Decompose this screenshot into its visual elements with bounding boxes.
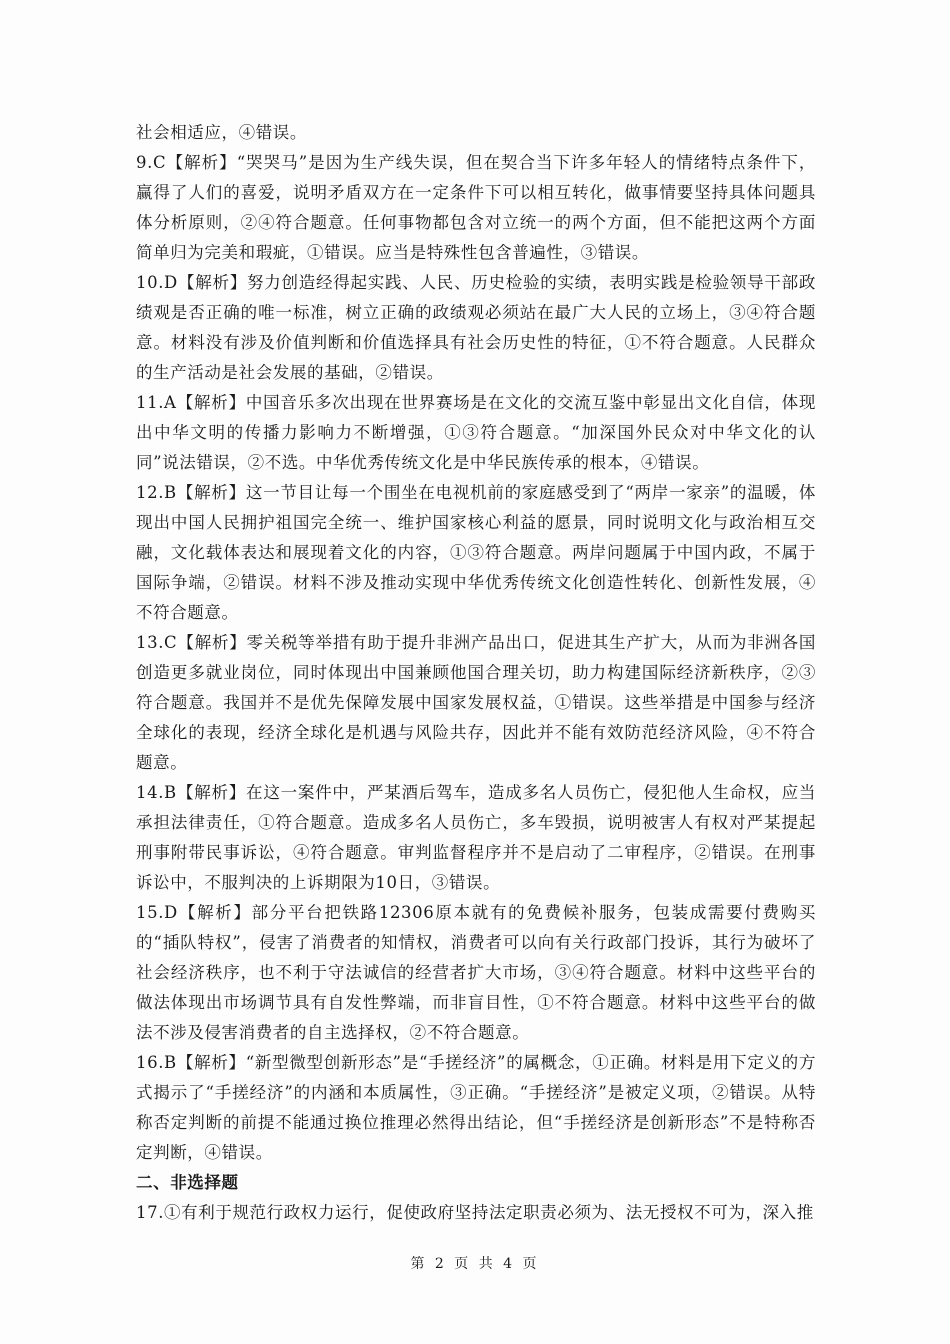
answer-paragraph-q14: 14.B【解析】在这一案件中，严某酒后驾车，造成多名人员伤亡，侵犯他人生命权，应当承担法律责任，①符合题意。造成多名人员伤亡，多车毁损，说明被害人有权对严某提起刑事附带民事诉讼，④符合题意。审判监督程序并不是启动了二审程序，②错误。在刑事诉讼中，不服判决的上诉期限为10日，③错误。 <box>136 783 816 892</box>
answer-paragraph-q10: 10.D【解析】努力创造经得起实践、人民、历史检验的实绩，表明实践是检验领导干部政绩观是否正确的唯一标准，树立正确的政绩观必须站在最广大人民的立场上，③④符合题意。材料没有涉及价值判断和价值选择具有社会历史性的特征，①不符合题意。人民群众的生产活动是社会发展的基础，②错误。 <box>136 273 816 382</box>
section-title-non-choice: 二、非选择题 <box>136 1173 239 1192</box>
answer-paragraph-q16: 16.B【解析】“新型微型创新形态”是“手搓经济”的属概念，①正确。材料是用下定义的方式揭示了“手搓经济”的内涵和本质属性，③正确。“手搓经济”是被定义项，②错误。从特称否定判断的前提不能通过换位推理必然得出结论，但“手搓经济是创新形态”不是特称否定判断，④错误。 <box>136 1053 816 1162</box>
page-number-footer: 第 2 页 共 4 页 <box>410 1256 540 1272</box>
answer-paragraph-q13: 13.C【解析】零关税等举措有助于提升非洲产品出口，促进其生产扩大，从而为非洲各国创造更多就业岗位，同时体现出中国兼顾他国合理关切，助力构建国际经济新秩序，②③符合题意。我国并不是优先保障发展中国家发展权益，①错误。这些举措是中国参与经济全球化的表现，经济全球化是机遇与风险共存，因此并不能有效防范经济风险，④不符合题意。 <box>136 633 816 772</box>
answer-paragraph-q12: 12.B【解析】这一节目让每一个围坐在电视机前的家庭感受到了“两岸一家亲”的温暖，体现出中国人民拥护祖国完全统一、维护国家核心利益的愿景，同时说明文化与政治相互交融，文化载体表达和展现着文化的内容，①③符合题意。两岸问题属于中国内政，不属于国际争端，②错误。材料不涉及推动实现中华优秀传统文化创造性转化、创新性发展，④不符合题意。 <box>136 483 816 622</box>
answer-paragraph-q15: 15.D【解析】部分平台把铁路12306原本就有的免费候补服务，包装成需要付费购买的“插队特权”，侵害了消费者的知情权，消费者可以向有关行政部门投诉，其行为破坏了社会经济秩序，也不利于守法诚信的经营者扩大市场，③④符合题意。材料中这些平台的做法体现出市场调节具有自发性弊端，而非盲目性，①不符合题意。材料中这些平台的做法不涉及侵害消费者的自主选择权，②不符合题意。 <box>136 903 816 1042</box>
answer-content <box>136 118 816 1228</box>
answer-paragraph-q11: 11.A【解析】中国音乐多次出现在世界赛场是在文化的交流互鉴中彰显出文化自信，体现出中华文明的传播力影响力不断增强，①③符合题意。“加深国外民众对中华文化的认同”说法错误，②不选。中华优秀传统文化是中华民族传承的根本，④错误。 <box>136 393 816 472</box>
answer-paragraph-q17: 17.①有利于规范行政权力运行，促使政府坚持法定职责必须为、法无授权不可为，深入推 <box>136 1203 814 1222</box>
answer-paragraph-q9: 9.C【解析】“哭哭马”是因为生产线失误，但在契合当下许多年轻人的情绪特点条件下，赢得了人们的喜爱，说明矛盾双方在一定条件下可以相互转化，做事情要坚持具体问题具体分析原则，②④符合题意。任何事物都包含对立统一的两个方面，但不能把这两个方面简单归为完美和瑕疵，①错误。应当是特殊性包含普遍性，③错误。 <box>136 153 816 262</box>
answer-paragraph-continuation: 社会相适应，④错误。 <box>136 123 307 142</box>
